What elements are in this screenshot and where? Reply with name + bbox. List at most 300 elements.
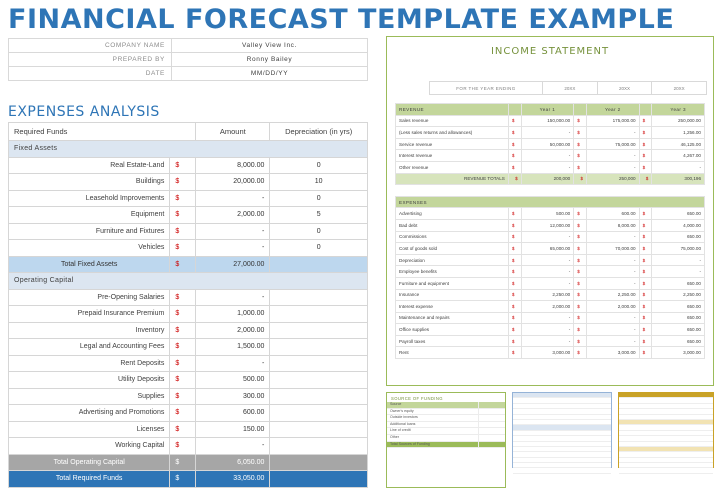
year-1-value[interactable]: -: [521, 127, 574, 139]
year-2-header: Year 2: [587, 104, 640, 116]
year-3-value[interactable]: 650.00: [652, 208, 705, 220]
year-3-value[interactable]: -: [652, 161, 705, 173]
currency-symbol: $: [639, 219, 652, 231]
depreciation-value[interactable]: [270, 421, 368, 438]
column-header-amount: Amount: [196, 123, 270, 141]
spacer-row: [396, 185, 705, 197]
row-label: Buildings: [9, 174, 170, 191]
row-label: Working Capital: [9, 438, 170, 455]
table-row: [9, 240, 368, 257]
year-2-value[interactable]: -: [587, 127, 640, 139]
year-2-value[interactable]: 70,000.00: [587, 243, 640, 255]
row-label: Rent: [396, 347, 509, 359]
list-item: [387, 409, 505, 416]
amount-value[interactable]: 8,000.00: [196, 157, 270, 174]
row-label: (Less sales returns and allowances): [396, 127, 509, 139]
depreciation-value[interactable]: [270, 438, 368, 455]
table-row: [9, 157, 368, 174]
table-row: [396, 277, 705, 289]
row-label: Real Estate-Land: [9, 157, 170, 174]
currency-symbol: $: [639, 289, 652, 301]
income-statement-subheader: [429, 81, 707, 95]
row-label: Owner's equity: [390, 408, 414, 413]
year-3-value[interactable]: 46,125.00: [652, 138, 705, 150]
row-label: Inventory: [9, 322, 170, 339]
currency-symbol: $: [170, 157, 196, 174]
row-label: Equipment: [9, 207, 170, 224]
year-3-value[interactable]: 650.00: [652, 277, 705, 289]
table-row: [9, 39, 368, 53]
spacer-cell: [639, 104, 652, 116]
currency-symbol: $: [639, 231, 652, 243]
year-2-value[interactable]: -: [587, 231, 640, 243]
year-1-value[interactable]: -: [521, 266, 574, 278]
row-label: Office supplies: [396, 324, 509, 336]
year-1-value[interactable]: 500.00: [521, 208, 574, 220]
year-2-value[interactable]: -: [587, 335, 640, 347]
currency-symbol: $: [574, 173, 587, 185]
table-row: [9, 289, 368, 306]
currency-symbol: $: [574, 115, 587, 127]
amount-value[interactable]: 6,050.00: [196, 454, 270, 471]
page-title: FINANCIAL FORECAST TEMPLATE EXAMPLE: [8, 4, 675, 35]
currency-symbol: $: [170, 421, 196, 438]
table-row: [9, 421, 368, 438]
year-2-value[interactable]: -: [587, 324, 640, 336]
preview-line: [513, 468, 611, 473]
currency-symbol: $: [508, 347, 521, 359]
row-label: Other revenue: [396, 161, 509, 173]
currency-symbol: $: [170, 355, 196, 372]
year-1-value[interactable]: -: [521, 312, 574, 324]
table-row: [9, 273, 368, 290]
table-row: [396, 208, 705, 220]
currency-symbol: $: [508, 138, 521, 150]
currency-symbol: $: [508, 289, 521, 301]
year-3-value[interactable]: -: [652, 266, 705, 278]
currency-symbol: $: [508, 277, 521, 289]
year-1-value[interactable]: 2,250.00: [521, 289, 574, 301]
table-row: [9, 53, 368, 67]
year-1-value[interactable]: -: [521, 254, 574, 266]
row-value[interactable]: [478, 435, 505, 441]
table-row: [396, 185, 705, 197]
row-label: Advertising: [396, 208, 509, 220]
year-1-value[interactable]: 50,000.00: [521, 138, 574, 150]
row-label: Vehicles: [9, 240, 170, 257]
row-value[interactable]: [478, 428, 505, 434]
source-of-funding-rows: [387, 402, 505, 448]
year-3-value[interactable]: 2,250.00: [652, 289, 705, 301]
depreciation-value[interactable]: [270, 322, 368, 339]
currency-symbol: $: [170, 306, 196, 323]
currency-symbol: $: [639, 266, 652, 278]
currency-symbol: $: [574, 335, 587, 347]
table-row: [396, 127, 705, 139]
table-row: [9, 256, 368, 273]
year-2-value[interactable]: -: [587, 277, 640, 289]
year-1-value[interactable]: 12,000.00: [521, 219, 574, 231]
currency-symbol: $: [639, 254, 652, 266]
row-label: Other: [390, 434, 399, 439]
currency-symbol: $: [574, 266, 587, 278]
row-value[interactable]: [478, 415, 505, 421]
column-header-depreciation: Depreciation (in yrs): [270, 123, 368, 141]
depreciation-value[interactable]: 0: [270, 223, 368, 240]
income-statement-panel: [386, 36, 714, 386]
row-label: Total Fixed Assets: [9, 256, 170, 273]
currency-symbol: $: [639, 243, 652, 255]
table-row: [396, 289, 705, 301]
table-row: [9, 438, 368, 455]
source-of-funding-title: SOURCE OF FUNDING: [391, 396, 443, 401]
year-1-value[interactable]: -: [521, 231, 574, 243]
table-row: [9, 190, 368, 207]
spacer-cell: [574, 104, 587, 116]
year-2-value[interactable]: 3,000.00: [587, 347, 640, 359]
year-3-value[interactable]: 75,000.00: [652, 243, 705, 255]
expenses-analysis-title: EXPENSES ANALYSIS: [8, 104, 160, 120]
source-of-funding-header: [387, 402, 505, 409]
row-label: Legal and Accounting Fees: [9, 339, 170, 356]
table-row: [9, 207, 368, 224]
year-3-value[interactable]: 650.00: [652, 312, 705, 324]
year-1-value[interactable]: 150,000.00: [521, 115, 574, 127]
row-label: Advertising and Promotions: [9, 405, 170, 422]
currency-symbol: $: [639, 161, 652, 173]
currency-symbol: $: [574, 219, 587, 231]
year-1-value[interactable]: -: [521, 277, 574, 289]
depreciation-value[interactable]: [270, 471, 368, 488]
amount-value[interactable]: -: [196, 355, 270, 372]
year-1-header: Year 1: [521, 104, 574, 116]
currency-symbol: $: [639, 173, 652, 185]
amount-value[interactable]: -: [196, 289, 270, 306]
currency-symbol: $: [639, 277, 652, 289]
table-row: [396, 231, 705, 243]
expenses-header-label: EXPENSES: [396, 196, 705, 208]
cash-flow-preview-panel: [618, 392, 714, 468]
row-label: Leasehold Improvements: [9, 190, 170, 207]
currency-symbol: $: [508, 219, 521, 231]
list-item: [387, 422, 505, 429]
table-row: [430, 82, 707, 95]
row-value[interactable]: [478, 402, 505, 408]
year-3-value[interactable]: 650.00: [652, 231, 705, 243]
table-row: [396, 347, 705, 359]
depreciation-value[interactable]: [270, 289, 368, 306]
currency-symbol: $: [170, 289, 196, 306]
row-label: Depreciation: [396, 254, 509, 266]
table-row: [9, 471, 368, 488]
balance-sheet-preview-rows: [513, 393, 611, 474]
row-label: Service revenue: [396, 138, 509, 150]
row-label: Employee benefits: [396, 266, 509, 278]
prepared-by-value[interactable]: Ronny Bailey: [172, 53, 368, 67]
year-1-total: 200,000: [521, 173, 574, 185]
table-row: [396, 312, 705, 324]
year-3-value[interactable]: 250,000.00: [652, 115, 705, 127]
table-row: [396, 254, 705, 266]
currency-symbol: $: [508, 312, 521, 324]
year-1-value[interactable]: 65,000.00: [521, 243, 574, 255]
header-info-table: [8, 38, 368, 81]
amount-value[interactable]: -: [196, 438, 270, 455]
table-row: [396, 115, 705, 127]
depreciation-value[interactable]: [270, 355, 368, 372]
row-label: Supplies: [9, 388, 170, 405]
currency-symbol: $: [639, 324, 652, 336]
currency-symbol: $: [170, 322, 196, 339]
table-header-row: [9, 123, 368, 141]
year-2-value[interactable]: 175,000.00: [587, 115, 640, 127]
table-row: [9, 339, 368, 356]
row-label: Pre-Opening Salaries: [9, 289, 170, 306]
row-label: Line of credit: [390, 428, 411, 433]
currency-symbol: $: [508, 243, 521, 255]
table-row: [396, 266, 705, 278]
year-3-value[interactable]: 4,000.00: [652, 219, 705, 231]
currency-symbol: $: [170, 240, 196, 257]
depreciation-value[interactable]: [270, 372, 368, 389]
row-label: Insurance: [396, 289, 509, 301]
company-name-value[interactable]: Valley View Inc.: [172, 39, 368, 53]
prepared-by-label: PREPARED BY: [9, 53, 172, 67]
currency-symbol: $: [574, 347, 587, 359]
currency-symbol: $: [639, 138, 652, 150]
year-2-value[interactable]: 600.00: [587, 208, 640, 220]
amount-value[interactable]: 27,000.00: [196, 256, 270, 273]
row-label: Total Operating Capital: [9, 454, 170, 471]
row-label: Outside investors: [390, 415, 418, 420]
amount-value[interactable]: 150.00: [196, 421, 270, 438]
currency-symbol: $: [639, 208, 652, 220]
row-value[interactable]: [478, 409, 505, 415]
row-label: Additional loans: [390, 421, 416, 426]
currency-symbol: $: [508, 301, 521, 313]
year-1-period: 20XX: [543, 82, 598, 95]
table-row: [396, 150, 705, 162]
currency-symbol: $: [574, 138, 587, 150]
table-row: [9, 322, 368, 339]
row-label: Licenses: [9, 421, 170, 438]
row-value[interactable]: [478, 422, 505, 428]
for-the-year-ending-label: FOR THE YEAR ENDING: [430, 82, 543, 95]
year-3-header: Year 3: [652, 104, 705, 116]
depreciation-value[interactable]: [270, 306, 368, 323]
table-row: [9, 67, 368, 81]
currency-symbol: $: [170, 388, 196, 405]
year-2-value[interactable]: -: [587, 312, 640, 324]
depreciation-value[interactable]: [270, 388, 368, 405]
amount-value[interactable]: 600.00: [196, 405, 270, 422]
year-3-value[interactable]: 650.00: [652, 335, 705, 347]
table-row: [9, 355, 368, 372]
amount-value[interactable]: 2,000.00: [196, 207, 270, 224]
amount-value[interactable]: -: [196, 240, 270, 257]
table-row: [9, 174, 368, 191]
table-row: [396, 161, 705, 173]
expenses-analysis-table: [8, 122, 368, 488]
row-value[interactable]: [478, 442, 505, 448]
row-label: Utility Deposits: [9, 372, 170, 389]
currency-symbol: $: [170, 174, 196, 191]
year-2-total: 250,000: [587, 173, 640, 185]
income-statement-table: [395, 103, 705, 359]
table-row: [396, 138, 705, 150]
list-item: [387, 435, 505, 442]
year-2-value[interactable]: -: [587, 254, 640, 266]
list-item: [387, 428, 505, 435]
table-row: [9, 454, 368, 471]
currency-symbol: $: [170, 223, 196, 240]
income-statement-title: INCOME STATEMENT: [490, 46, 610, 57]
column-header-required-funds: Required Funds: [9, 123, 196, 141]
currency-symbol: $: [170, 190, 196, 207]
currency-symbol: $: [508, 208, 521, 220]
currency-symbol: $: [574, 277, 587, 289]
amount-value[interactable]: 300.00: [196, 388, 270, 405]
revenue-totals-label: REVENUE TOTALS: [396, 173, 509, 185]
preview-line: [619, 468, 713, 473]
currency-symbol: $: [170, 438, 196, 455]
row-label: Commissions: [396, 231, 509, 243]
row-label: Payroll taxes: [396, 335, 509, 347]
date-value[interactable]: MM/DD/YY: [172, 67, 368, 81]
currency-symbol: $: [170, 405, 196, 422]
spacer-cell: [508, 104, 521, 116]
currency-symbol: $: [170, 256, 196, 273]
year-3-total: 300,196: [652, 173, 705, 185]
date-label: DATE: [9, 67, 172, 81]
currency-symbol: $: [639, 335, 652, 347]
currency-symbol: $: [574, 243, 587, 255]
depreciation-value[interactable]: 0: [270, 190, 368, 207]
year-3-value[interactable]: 3,000.00: [652, 347, 705, 359]
balance-sheet-preview-panel: [512, 392, 612, 468]
currency-symbol: $: [639, 347, 652, 359]
year-1-value[interactable]: 3,000.00: [521, 347, 574, 359]
currency-symbol: $: [170, 454, 196, 471]
amount-value[interactable]: 2,000.00: [196, 322, 270, 339]
currency-symbol: $: [508, 254, 521, 266]
year-3-value[interactable]: -: [652, 254, 705, 266]
depreciation-value[interactable]: 5: [270, 207, 368, 224]
table-row: [9, 388, 368, 405]
amount-value[interactable]: -: [196, 223, 270, 240]
currency-symbol: $: [508, 161, 521, 173]
depreciation-value[interactable]: 10: [270, 174, 368, 191]
revenue-header-row: [396, 104, 705, 116]
year-2-value[interactable]: -: [587, 161, 640, 173]
table-row: [396, 243, 705, 255]
depreciation-value[interactable]: [270, 454, 368, 471]
source-of-funding-panel: [386, 392, 506, 488]
revenue-total-row: [396, 173, 705, 185]
amount-value[interactable]: -: [196, 190, 270, 207]
year-2-value[interactable]: 2,250.00: [587, 289, 640, 301]
table-row: [9, 405, 368, 422]
table-row: [9, 223, 368, 240]
year-2-value[interactable]: 75,000.00: [587, 138, 640, 150]
year-2-value[interactable]: 2,000.00: [587, 301, 640, 313]
row-label: Interest expense: [396, 301, 509, 313]
currency-symbol: $: [508, 173, 521, 185]
depreciation-value[interactable]: [270, 256, 368, 273]
row-label: Furniture and equipment: [396, 277, 509, 289]
year-3-value[interactable]: 650.00: [652, 324, 705, 336]
currency-symbol: $: [574, 301, 587, 313]
currency-symbol: $: [170, 339, 196, 356]
amount-value[interactable]: 33,050.00: [196, 471, 270, 488]
row-label: Bad debt: [396, 219, 509, 231]
currency-symbol: $: [508, 127, 521, 139]
year-2-value[interactable]: -: [587, 150, 640, 162]
currency-symbol: $: [170, 207, 196, 224]
year-1-value[interactable]: 2,000.00: [521, 301, 574, 313]
currency-symbol: $: [639, 115, 652, 127]
currency-symbol: $: [574, 231, 587, 243]
row-label: Cost of goods sold: [396, 243, 509, 255]
row-label: Source: [390, 402, 402, 406]
depreciation-value[interactable]: [270, 405, 368, 422]
row-label: Rent Deposits: [9, 355, 170, 372]
year-3-value[interactable]: 650.00: [652, 301, 705, 313]
currency-symbol: $: [639, 312, 652, 324]
currency-symbol: $: [508, 266, 521, 278]
amount-value[interactable]: 20,000.00: [196, 174, 270, 191]
year-2-value[interactable]: -: [587, 266, 640, 278]
section-header: Operating Capital: [9, 273, 368, 290]
row-label: Furniture and Fixtures: [9, 223, 170, 240]
currency-symbol: $: [574, 289, 587, 301]
amount-value[interactable]: 500.00: [196, 372, 270, 389]
year-1-value[interactable]: -: [521, 161, 574, 173]
year-1-value[interactable]: -: [521, 150, 574, 162]
list-item: [387, 415, 505, 422]
currency-symbol: $: [170, 471, 196, 488]
currency-symbol: $: [574, 312, 587, 324]
currency-symbol: $: [508, 335, 521, 347]
year-1-value[interactable]: -: [521, 324, 574, 336]
year-1-value[interactable]: -: [521, 335, 574, 347]
currency-symbol: $: [574, 254, 587, 266]
table-row: [9, 141, 368, 158]
cash-flow-preview-rows: [619, 393, 713, 474]
depreciation-value[interactable]: 0: [270, 157, 368, 174]
currency-symbol: $: [639, 127, 652, 139]
row-label: Sales revenue: [396, 115, 509, 127]
year-2-value[interactable]: 8,000.00: [587, 219, 640, 231]
currency-symbol: $: [508, 115, 521, 127]
currency-symbol: $: [574, 324, 587, 336]
depreciation-value[interactable]: [270, 339, 368, 356]
row-label: Total Required Funds: [9, 471, 170, 488]
row-label: Prepaid Insurance Premium: [9, 306, 170, 323]
depreciation-value[interactable]: 0: [270, 240, 368, 257]
table-row: [396, 324, 705, 336]
currency-symbol: $: [574, 127, 587, 139]
amount-value[interactable]: 1,500.00: [196, 339, 270, 356]
currency-symbol: $: [574, 150, 587, 162]
currency-symbol: $: [574, 161, 587, 173]
year-3-value[interactable]: 4,267.00: [652, 150, 705, 162]
year-3-value[interactable]: 1,256.00: [652, 127, 705, 139]
amount-value[interactable]: 1,000.00: [196, 306, 270, 323]
source-of-funding-total: [387, 442, 505, 449]
table-row: [9, 372, 368, 389]
row-label: Interest revenue: [396, 150, 509, 162]
